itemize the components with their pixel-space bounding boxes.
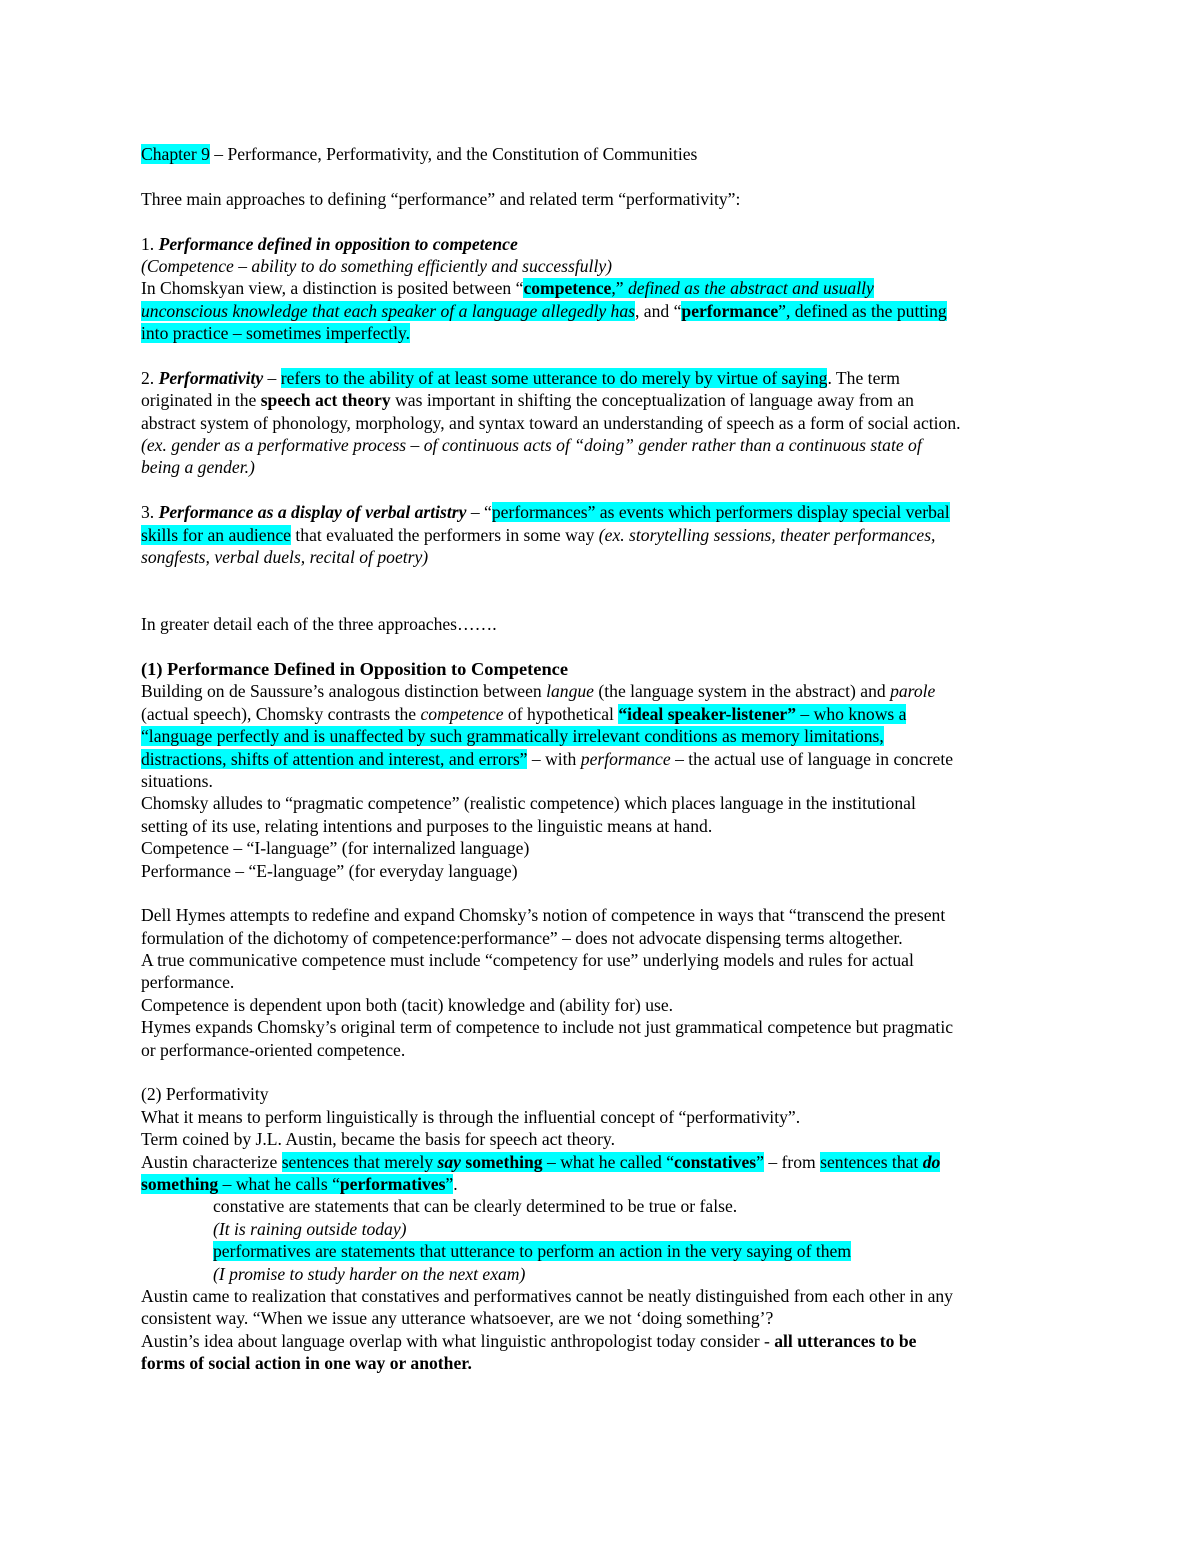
approach-2-heading: Performativity — [158, 367, 264, 388]
section-2: (2) Performativity What it means to perform linguistically is through the influential concept of “performativity”. Term coined by J.L. Austin, became the basis for speech act theory. Austin characterize sentences that merely say something – what he called “constatives” – from sentences that do something – what he calls “performatives”. constative are statements that can be clearly determined to be true or false. (It is raining outside today) performatives are statements that utterance to perform an action in the very saying of them (I promise to study harder on the next exam) Austin came to realization that constatives and performatives cannot be neatly distinguished from each other in any consistent way. “When we issue any utterance whatsoever, are we not ‘doing something’? Austin’s idea about language overlap with what linguistic anthropologist today consider - all utterances to be forms of social action in one way or another. — [141, 1083, 1061, 1374]
section-1: (1) Performance Defined in Opposition to Competence Building on de Saussure’s analogous distinction between langue (the language system in the abstract) and parole (actual speech), Chomsky contrasts the competence of hypothetical “ideal speaker-listener” – who knows a “language perfectly and is unaffected by such grammatically irrelevant conditions as memory limitations, distractions, shifts of attention and interest, and errors” – with performance – the actual use of language in concrete situations. Chomsky alludes to “pragmatic competence” (realistic competence) which places language in the institutional setting of its use, relating intentions and purposes to the linguistic means at hand. Competence – “I-language” (for internalized language) Performance – “E-language” (for everyday language) Dell Hymes attempts to redefine and expand Chomsky’s notion of competence in ways that “transcend the present formulation of the dichotomy of competence:performance” – does not advocate dispensing terms altogether. A true communicative competence must include “competency for use” underlying models and rules for actual performance. Competence is dependent upon both (tacit) knowledge and (ability for) use. Hymes expands Chomsky’s original term of competence to include not just grammatical competence but pragmatic or performance-oriented competence. — [141, 658, 1061, 1061]
section-1-heading: (1) Performance Defined in Opposition to Competence — [141, 659, 568, 679]
chapter-label: Chapter 9 — [141, 144, 210, 164]
approach-3: 3. Performance as a display of verbal artistry – “performances” as events which performers display special verbal skills for an audience that evaluated the performers in some way (ex. storytelling sessions, theater performances, songfests, verbal duels, recital of poetry) — [141, 502, 950, 568]
section-2-heading: (2) Performativity — [141, 1084, 269, 1105]
intro-line: Three main approaches to defining “performance” and related term “performativity”: — [141, 188, 741, 209]
greater-detail-line: In greater detail each of the three approaches……. — [141, 614, 497, 635]
approach-2: 2. Performativity – refers to the ability of at least some utterance to do merely by virtue of saying. The term originated in the speech act theory was important in shifting the conceptualization of language away from an abstract system of phonology, morphology, and syntax toward an understanding of speech as a form of social action. (ex. gender as a performative process – of continuous acts of “doing” gender rather than a continuous state of being a gender.) — [141, 367, 961, 478]
chapter-title: Chapter 9 – Performance, Performativity, and the Constitution of Communities — [141, 144, 698, 164]
document-body — [141, 143, 1061, 1375]
approach-1-heading: Performance defined in opposition to competence — [158, 233, 518, 254]
approach-3-heading: Performance as a display of verbal artistry — [158, 502, 467, 523]
approach-1: 1. Performance defined in opposition to competence (Competence – ability to do something efficiently and successfully) In Chomskyan view, a distinction is posited between “competence,” defined as the abstract and usually unconscious knowledge that each speaker of a language allegedly has, and “performance”, defined as the putting into practice – sometimes imperfectly. — [141, 233, 947, 344]
